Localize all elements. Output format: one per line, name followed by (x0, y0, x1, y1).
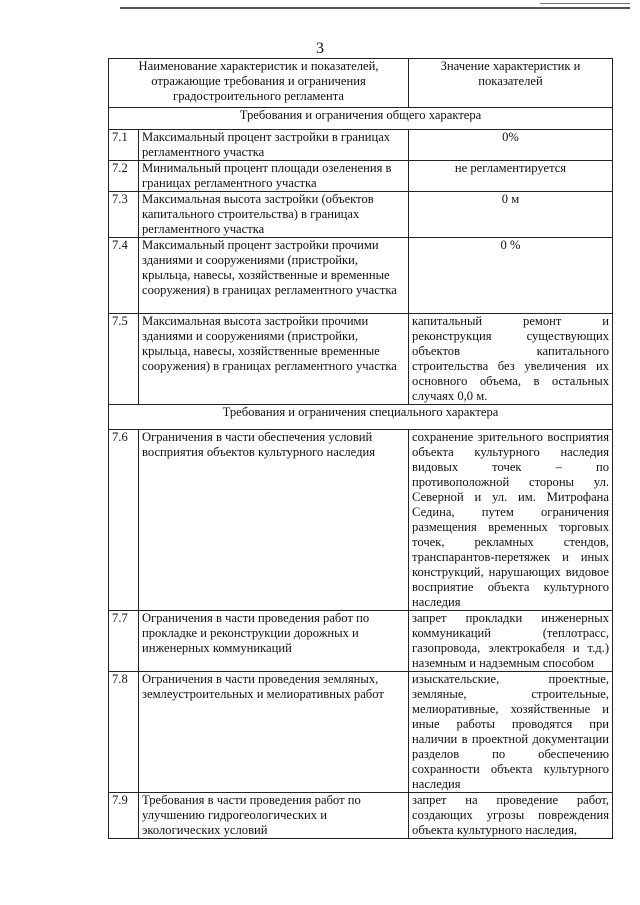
row-number: 7.7 (109, 611, 139, 672)
row-name: Максимальный процент застройки в границах регламентного участка (139, 130, 409, 161)
table-header-row (109, 59, 613, 108)
table-row (109, 314, 613, 405)
row-value: 0 % (409, 238, 613, 314)
header-characteristics: Наименование характеристик и показателей, отражающие требования и ограничения градостроительного регламента (109, 59, 409, 108)
table-row (109, 793, 613, 839)
row-value: сохранение зрительного восприятия объекта культурного наследия видовых точек – по противоположной стороны ул. Северной и ул. им. Митрофана Седина, путем ограничения размещения временных торговых точек, рекламных стендов, транспарантов-перетяжек и иных конструкций, нарушающих видовое восприятие объекта культурного наследия (409, 430, 613, 611)
row-value: не регламентируется (409, 161, 613, 192)
row-number: 7.9 (109, 793, 139, 839)
row-number: 7.8 (109, 672, 139, 793)
section-row-special (109, 405, 613, 430)
row-value: капитальный ремонт и реконструкция существующих объектов капитального строительства без увеличения их основного объема, в остальных случаях 0,0 м. (409, 314, 613, 405)
row-name: Требования в части проведения работ по улучшению гидрогеологических и экологических условий (139, 793, 409, 839)
table-row (109, 672, 613, 793)
section-row-general (109, 108, 613, 130)
row-number: 7.4 (109, 238, 139, 314)
row-name: Минимальный процент площади озеленения в границах регламентного участка (139, 161, 409, 192)
row-value: запрет на проведение работ, создающих угрозы повреждения объекта культурного наследия, (409, 793, 613, 839)
row-number: 7.2 (109, 161, 139, 192)
row-value: изыскательские, проектные, земляные, строительные, мелиоративные, хозяйственные и иные работы проводятся при наличии в проектной документации разделов по обеспечению сохранности объекта культурного наследия (409, 672, 613, 793)
table-row (109, 130, 613, 161)
row-name: Максимальная высота застройки (объектов капитального строительства) в границах регламентного участка (139, 192, 409, 238)
page-top-rule-secondary (540, 3, 630, 4)
row-value: 0 м (409, 192, 613, 238)
table-row (109, 161, 613, 192)
table-row (109, 430, 613, 611)
row-value: запрет прокладки инженерных коммуникаций (теплотрасс, газопровода, электрокабеля и т.д.) наземным и надземным способом (409, 611, 613, 672)
row-name: Максимальный процент застройки прочими зданиями и сооружениями (пристройки, крыльца, навесы, хозяйственные и временные сооружения) в границах регламентного участка (139, 238, 409, 314)
row-name: Ограничения в части проведения земляных, землеустроительных и мелиоративных работ (139, 672, 409, 793)
section-general-title: Требования и ограничения общего характера (109, 108, 613, 130)
row-number: 7.5 (109, 314, 139, 405)
header-values: Значение характеристик и показателей (409, 59, 613, 108)
page-top-rule (120, 7, 630, 9)
row-name: Ограничения в части проведения работ по прокладке и реконструкции дорожных и инженерных коммуникаций (139, 611, 409, 672)
section-special-title: Требования и ограничения специального характера (109, 405, 613, 430)
row-name: Максимальная высота застройки прочими зданиями и сооружениями (пристройки, крыльца, навесы, хозяйственные временные сооружения) в границах регламентного участка (139, 314, 409, 405)
row-number: 7.1 (109, 130, 139, 161)
row-value: 0% (409, 130, 613, 161)
page-number: 3 (316, 40, 324, 57)
requirements-table (108, 58, 613, 839)
table-row (109, 611, 613, 672)
table-row (109, 192, 613, 238)
row-number: 7.6 (109, 430, 139, 611)
row-number: 7.3 (109, 192, 139, 238)
table-row (109, 238, 613, 314)
row-name: Ограничения в части обеспечения условий восприятия объектов культурного наследия (139, 430, 409, 611)
